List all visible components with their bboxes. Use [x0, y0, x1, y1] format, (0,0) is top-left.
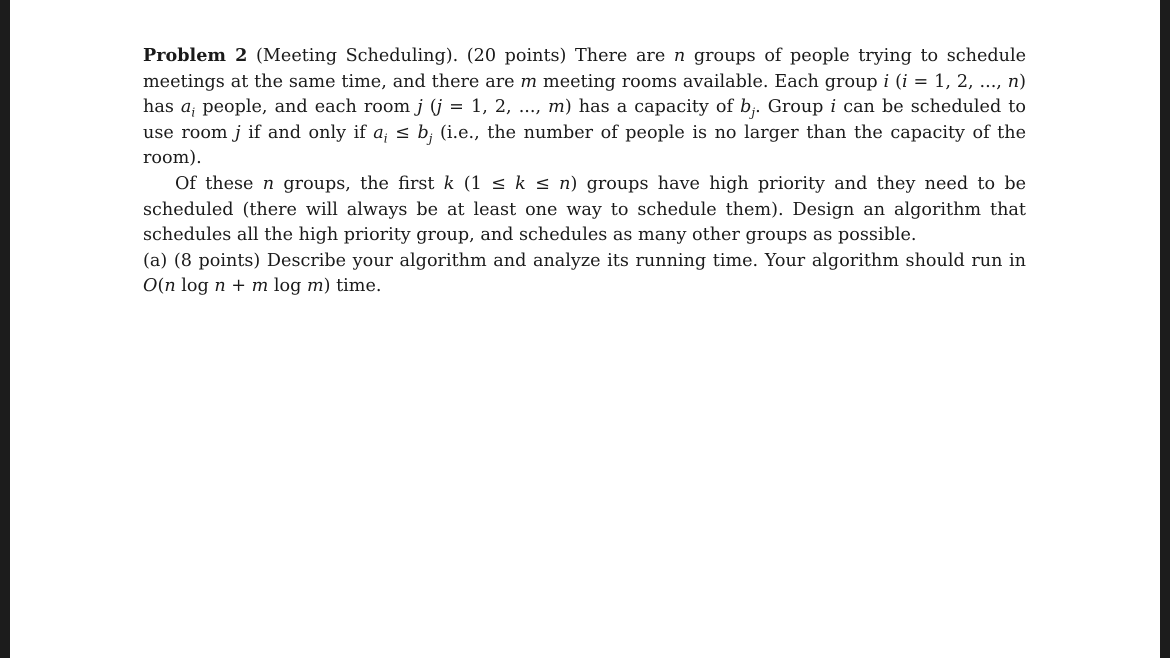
problem-title: Problem 2	[143, 45, 248, 66]
math-symbol: m	[520, 71, 538, 92]
math-subscript: i	[383, 131, 388, 146]
math-subscript: j	[751, 105, 756, 120]
math-symbol: k	[443, 173, 455, 194]
math-symbol: b	[417, 122, 429, 143]
problem-paragraph-2	[143, 172, 1026, 249]
math-symbol: m	[251, 276, 269, 297]
math-symbol: O	[143, 276, 158, 297]
math-symbol: a	[373, 122, 384, 143]
math-symbol: n	[559, 173, 571, 194]
problem-statement	[143, 43, 1026, 300]
problem-paragraph-1	[143, 43, 1026, 172]
math-symbol: j	[417, 97, 423, 118]
math-symbol: a	[180, 97, 192, 118]
math-subscript: j	[428, 131, 433, 146]
problem-text-2: Of these n groups, the first k (1 ≤ k ≤ n) groups have high priority and they need to be scheduled (there will always be at least one way to schedule them). Design an algorithm that schedules all the high priority group, and schedules as many other groups as possible.	[143, 173, 1026, 246]
math-subscript: i	[191, 105, 196, 120]
math-symbol: n	[164, 276, 176, 297]
math-symbol: m	[306, 276, 324, 297]
math-symbol: b	[740, 97, 752, 118]
math-symbol: k	[515, 173, 526, 194]
document-page	[10, 0, 1160, 658]
math-symbol: j	[436, 97, 443, 118]
math-symbol: n	[673, 46, 686, 66]
math-symbol: i	[830, 97, 837, 118]
math-symbol: n	[214, 276, 226, 297]
math-symbol: i	[883, 71, 890, 92]
math-symbol: n	[1007, 71, 1020, 92]
math-symbol: m	[548, 97, 565, 118]
math-symbol: n	[262, 173, 275, 194]
problem-part-a	[143, 249, 1026, 300]
problem-text-1: (Meeting Scheduling). (20 points) There are n groups of people trying to schedule meetings at the same time, and there are m meeting rooms available. Each group i (i = 1, 2, ..., n) has $a_i$ people, and each room j (j = 1, 2, ..., m) has a capacity of $b_j$. Group i can be scheduled to use room j if and only if $a_i \le b_j$ (i.e., the number of people is no larger than the capacity of the room).	[143, 46, 1026, 169]
math-symbol: i	[901, 71, 908, 92]
math-symbol: j	[235, 122, 241, 143]
problem-text-3: (a) (8 points) Describe your algorithm and analyze its running time. Your algorithm should run in O(n log n + m log m) time.	[143, 250, 1026, 297]
